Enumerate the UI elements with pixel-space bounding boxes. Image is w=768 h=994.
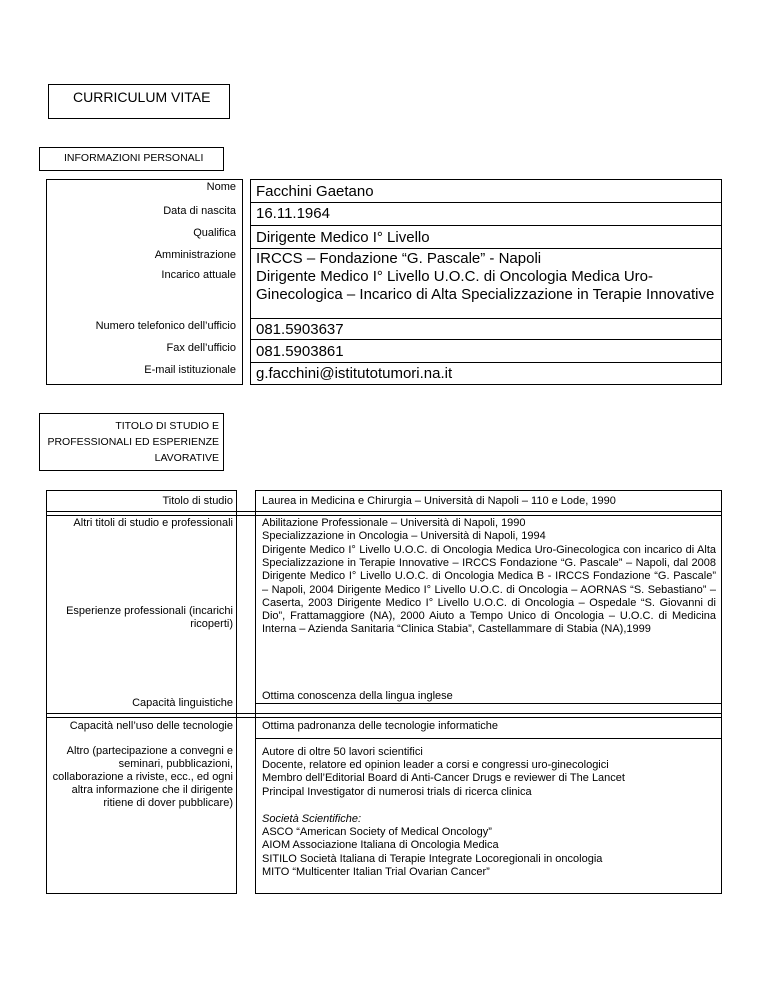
studies-experience-table [46, 490, 722, 894]
heading-line: TITOLO DI STUDIO E [115, 420, 219, 432]
value-altri-titoli [262, 517, 716, 543]
heading-line: LAVORATIVE [154, 452, 219, 464]
label-amministrazione: Amministrazione [154, 249, 236, 261]
altri-titolo-line: Abilitazione Professionale – Università di Napoli, 1990 [262, 517, 526, 529]
value-lingue: Ottima conoscenza della lingua inglese [262, 690, 453, 702]
societa-line: SITILO Società Italiana di Terapie Integrate Locoregionali in oncologia [262, 852, 603, 865]
label-altro: Altro (partecipazione a convegni e seminari, pubblicazioni, collaborazione a riviste, ecc., ed ogni altra informazione che il dirigente ritiene di dover pubblicare) [52, 745, 233, 809]
label-telefono: Numero telefonico dell’ufficio [95, 320, 236, 332]
label-lingue: Capacità linguistiche [132, 697, 233, 709]
label-titolo-studio: Titolo di studio [162, 495, 233, 507]
societa-heading: Società Scientifiche: [262, 813, 362, 825]
label-data-nascita: Data di nascita [163, 205, 236, 217]
altro-line: Membro dell’Editorial Board di Anti-Cancer Drugs e reviewer di The Lancet [262, 772, 625, 785]
label-email: E-mail istituzionale [144, 364, 236, 376]
value-qualifica: Dirigente Medico I° Livello [256, 229, 430, 246]
label-fax: Fax dell’ufficio [166, 342, 236, 354]
altri-titolo-line: Specializzazione in Oncologia – Università di Napoli, 1994 [262, 530, 546, 543]
label-incarico-attuale: Incarico attuale [161, 269, 236, 281]
societa-line: ASCO “American Society of Medical Oncology” [262, 826, 492, 839]
societa-line: MITO “Multicenter Italian Trial Ovarian Cancer” [262, 865, 490, 878]
value-telefono: 081.5903637 [256, 321, 344, 338]
societa-line: AIOM Associazione Italiana di Oncologia Medica [262, 839, 499, 852]
heading-line: PROFESSIONALI ED ESPERIENZE [47, 436, 219, 448]
section-heading-personal-info: INFORMAZIONI PERSONALI [39, 147, 224, 171]
value-esperienze: Dirigente Medico I° Livello U.O.C. di Oncologia Medica Uro-Ginecologica con incarico di Alta Specializzazione in Terapie Innovative – IRCCS Fondazione “G. Pascale” – Napoli, dal 2008 Dirigente Medico I° Livello U.O.C. di Oncologia Medica B - IRCCS Fondazione “G. Pascale” – Napoli, 2004 Dirigente Medico I° Livello U.O.C. di Oncologia – AORNAS “S. Sebastiano” – Caserta, 2003 Dirigente Medico I° Livello U.O.C. di Oncologia – Ospedale “S. Giovanni di Dio”, Frattamaggiore (NA), 2000 Aiuto a Tempo Unico di Oncologia – U.O.C. di Medicina Interna – Azienda Sanitaria “Clinica Stabia”, Castellammare di Stabia (NA),1999 [262, 544, 716, 636]
label-esperienze: Esperienze professionali (incarichi ricoperti) [66, 605, 233, 630]
label-nome: Nome [206, 181, 236, 193]
cv-title: CURRICULUM VITAE [48, 84, 230, 119]
label-qualifica: Qualifica [193, 227, 236, 239]
value-amministrazione: IRCCS – Fondazione “G. Pascale” - Napoli [256, 250, 542, 267]
label-altri-titoli: Altri titoli di studio e professionali [73, 517, 233, 529]
personal-info-table [46, 179, 722, 385]
label-tecnologie: Capacità nell’uso delle tecnologie [69, 720, 233, 732]
value-data-nascita: 16.11.1964 [256, 205, 330, 222]
value-nome: Facchini Gaetano [256, 183, 374, 200]
altro-line: Principal Investigator di numerosi trials di ricerca clinica [262, 785, 532, 798]
value-societa [262, 813, 716, 879]
value-titolo-studio: Laurea in Medicina e Chirurgia – Università di Napoli – 110 e Lode, 1990 [262, 495, 616, 507]
value-altro [262, 746, 716, 799]
value-email: g.facchini@istitutotumori.na.it [256, 365, 453, 382]
value-incarico-attuale: Dirigente Medico I° Livello U.O.C. di Oncologia Medica Uro-Ginecologica – Incarico di Alta Specializzazione in Terapie Innovative [256, 268, 715, 303]
altro-line: Autore di oltre 50 lavori scientifici [262, 746, 423, 758]
value-tecnologie: Ottima padronanza delle tecnologie informatiche [262, 720, 499, 732]
value-fax: 081.5903861 [256, 343, 344, 360]
altro-line: Docente, relatore ed opinion leader a corsi e congressi uro-ginecologici [262, 759, 609, 772]
section-heading-studies-experience [39, 413, 224, 471]
